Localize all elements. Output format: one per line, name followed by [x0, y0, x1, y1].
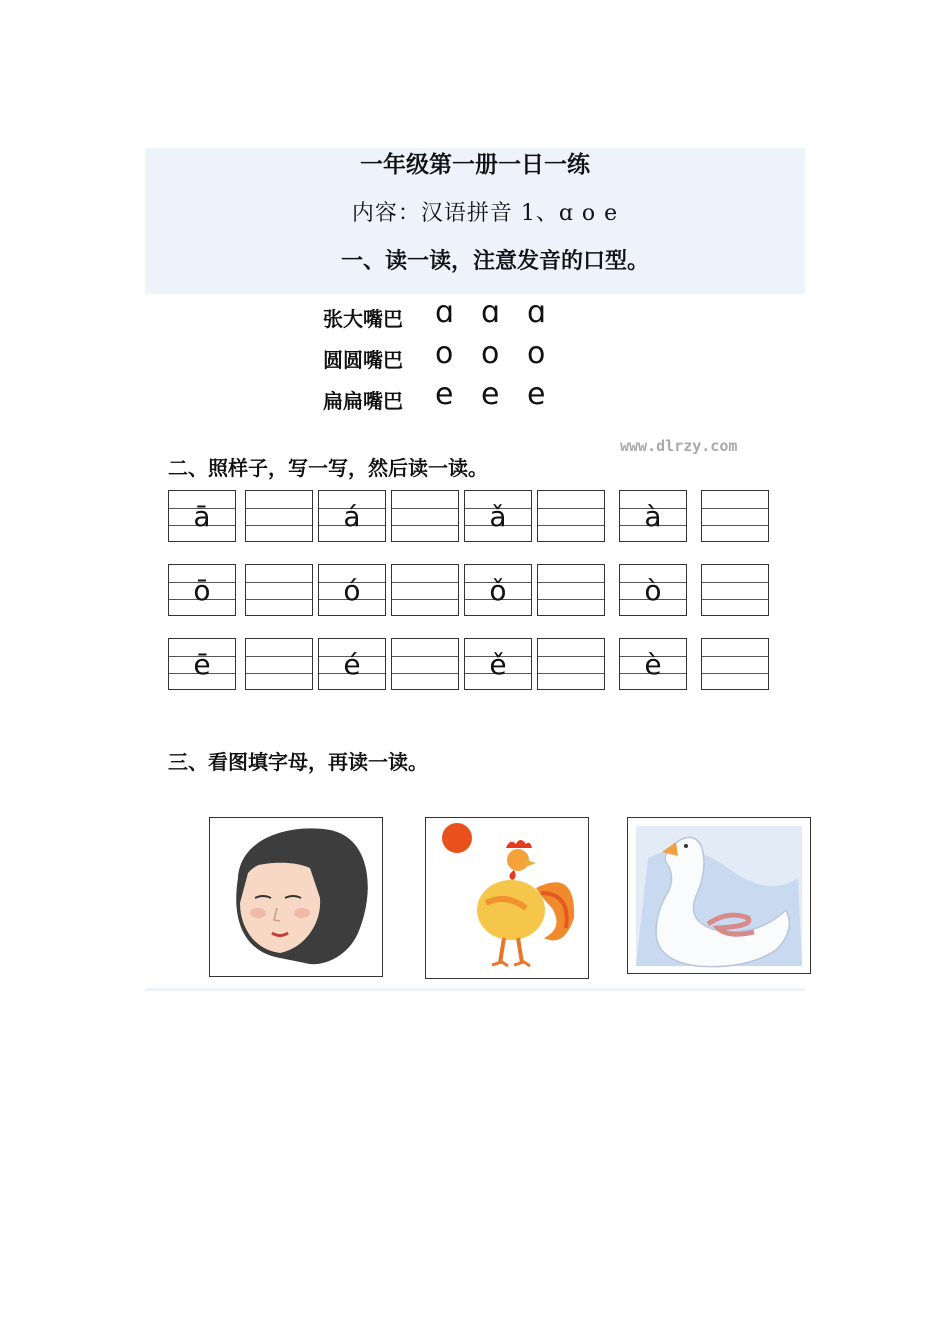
letter: ɑ — [527, 294, 547, 330]
letter: o — [435, 335, 454, 371]
writing-cell[interactable] — [391, 490, 459, 542]
pinyin-glyph: ò — [644, 574, 662, 607]
writing-cell[interactable] — [537, 564, 605, 616]
letter: ɑ — [435, 294, 455, 330]
example-cell — [168, 490, 236, 542]
letter: ɑ — [481, 294, 501, 330]
letter: e — [527, 376, 546, 412]
section1-heading: 一、读一读，注意发音的口型。 — [340, 248, 649, 274]
picture-frame — [209, 817, 383, 977]
watermark: www.dlrzy.com — [620, 437, 738, 455]
pinyin-glyph: ǒ — [489, 574, 507, 607]
example-cell — [318, 490, 386, 542]
picture-frame — [627, 817, 811, 974]
mouth-row-flat — [323, 376, 573, 412]
example-cell — [168, 638, 236, 690]
example-cell — [464, 490, 532, 542]
mouth-label: 张大嘴巴 — [323, 306, 403, 331]
section3-heading: 三、看图填字母，再读一读。 — [168, 750, 428, 774]
goose-icon — [628, 818, 810, 973]
example-cell — [318, 564, 386, 616]
example-cell — [168, 564, 236, 616]
pinyin-glyph: á — [343, 500, 361, 533]
example-cell — [619, 638, 687, 690]
page-title: 一年级第一册一日一练 — [360, 151, 590, 178]
writing-cell[interactable] — [701, 638, 769, 690]
pinyin-glyph: ǎ — [489, 500, 507, 533]
writing-cell[interactable] — [701, 490, 769, 542]
example-cell — [318, 638, 386, 690]
letter: e — [481, 376, 500, 412]
writing-cell[interactable] — [391, 638, 459, 690]
section2-heading: 二、照样子，写一写，然后读一读。 — [168, 456, 488, 480]
pinyin-glyph: ó — [343, 574, 361, 607]
mouth-label: 扁扁嘴巴 — [323, 388, 403, 413]
mouth-row-round — [323, 335, 573, 371]
pinyin-glyph: ē — [193, 648, 211, 681]
writing-cell[interactable] — [245, 638, 313, 690]
pinyin-glyph: é — [343, 648, 361, 681]
bottom-divider — [145, 988, 805, 991]
pinyin-glyph: à — [644, 500, 662, 533]
letter: e — [435, 376, 454, 412]
example-cell — [464, 564, 532, 616]
mouth-label: 圆圆嘴巴 — [323, 347, 403, 372]
writing-cell[interactable] — [537, 638, 605, 690]
pinyin-glyph: ā — [193, 500, 211, 533]
example-cell — [619, 564, 687, 616]
writing-cell[interactable] — [391, 564, 459, 616]
letter: o — [527, 335, 546, 371]
pinyin-glyph: è — [644, 648, 662, 681]
writing-cell[interactable] — [245, 564, 313, 616]
writing-cell[interactable] — [537, 490, 605, 542]
example-cell — [619, 490, 687, 542]
writing-cell[interactable] — [245, 490, 313, 542]
girl-face-icon — [210, 818, 382, 976]
page-subtitle: 内容：汉语拼音 1、ɑ o e — [351, 201, 619, 226]
picture-frame — [425, 817, 589, 979]
example-cell — [464, 638, 532, 690]
writing-cell[interactable] — [701, 564, 769, 616]
pinyin-glyph: ō — [193, 574, 211, 607]
pinyin-glyph: ě — [489, 648, 507, 681]
rooster-icon — [426, 818, 588, 978]
mouth-row-open — [323, 294, 573, 330]
letter: o — [481, 335, 500, 371]
